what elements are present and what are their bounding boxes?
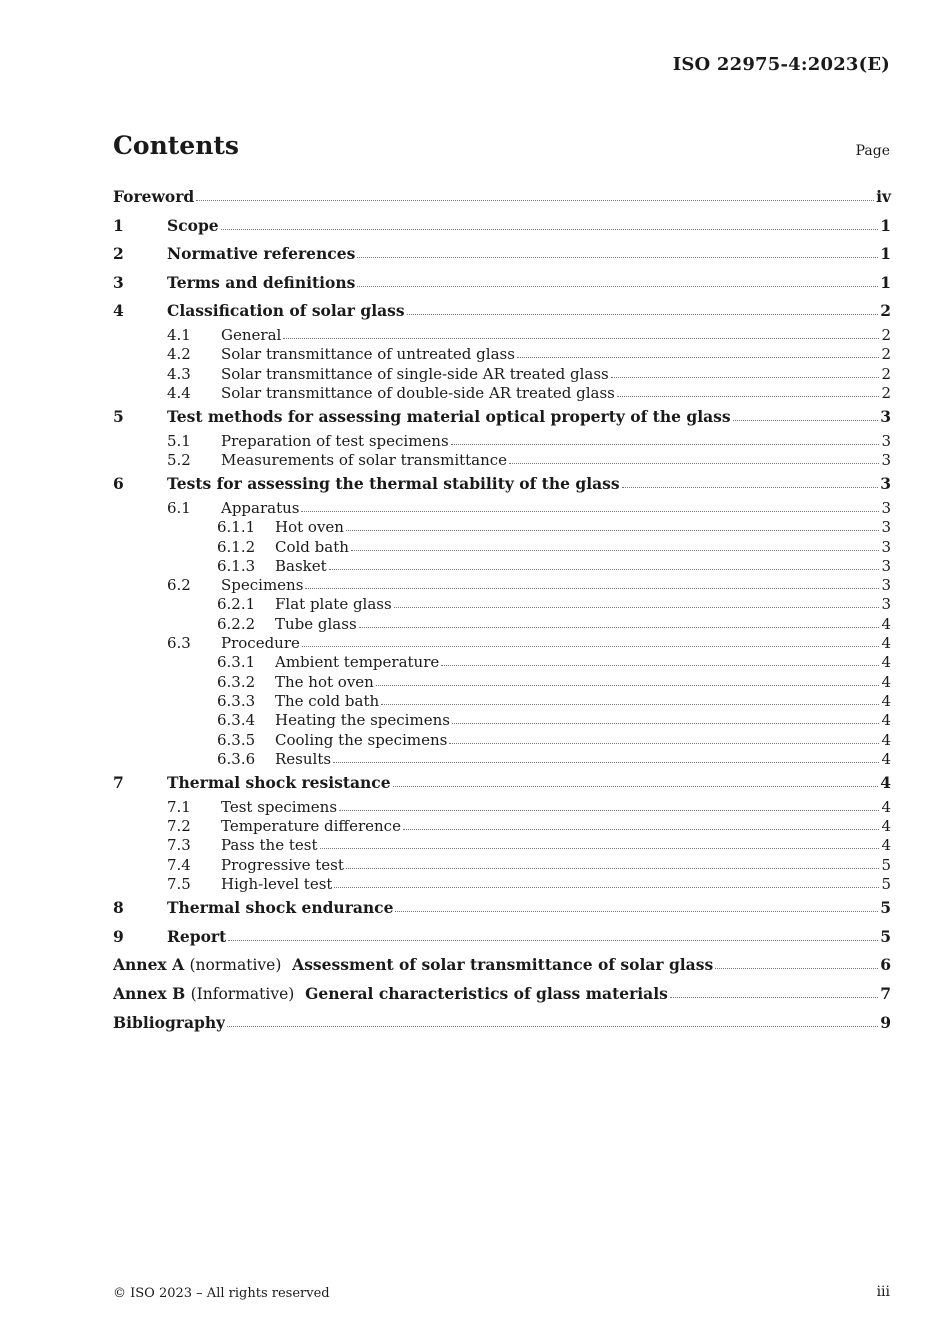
toc-entry-number: 7.1 xyxy=(167,797,191,816)
toc-entry-number: 5 xyxy=(113,407,124,427)
toc-entry-number: 7.2 xyxy=(167,816,191,835)
toc-entry-number: 6.2.1 xyxy=(217,595,256,614)
toc-entry-title: Measurements of solar transmittance xyxy=(221,451,508,470)
dot-leader xyxy=(452,718,879,724)
dot-leader xyxy=(221,224,879,230)
toc-entry-page: 3 xyxy=(881,556,891,575)
toc-entry[interactable] xyxy=(113,403,891,432)
toc-entry-title: The hot oven xyxy=(275,672,374,691)
dot-leader xyxy=(329,564,879,570)
toc-entry-number: 6.3.2 xyxy=(217,672,256,691)
toc-entry-page: 5 xyxy=(880,898,891,918)
toc-entry-title: Test specimens xyxy=(221,797,338,816)
annex-title: General characteristics of glass materials xyxy=(305,983,668,1003)
toc-entry-page: 4 xyxy=(881,691,891,710)
toc-entry-title: Tests for assessing the thermal stability of the glass xyxy=(167,474,620,494)
dot-leader xyxy=(449,738,879,744)
toc-entry-number: 4.4 xyxy=(167,383,191,402)
toc-entry-page: 5 xyxy=(880,926,891,946)
toc-entry[interactable] xyxy=(113,576,891,595)
toc-entry[interactable] xyxy=(113,557,891,576)
dot-leader xyxy=(407,309,879,315)
toc-entry-title: Solar transmittance of untreated glass xyxy=(221,345,515,364)
dot-leader xyxy=(715,963,878,969)
toc-entry-number: 6.1.3 xyxy=(217,556,256,575)
toc-entry-number: 6.3 xyxy=(167,634,191,653)
dot-leader xyxy=(357,281,878,287)
toc-entry-number: 7.5 xyxy=(167,874,191,893)
toc-entry-page: 2 xyxy=(881,345,891,364)
toc-entry[interactable] xyxy=(113,451,891,470)
toc-entry[interactable] xyxy=(113,980,891,1009)
toc-entry-number: 6.2.2 xyxy=(217,614,256,633)
dot-leader xyxy=(733,415,879,421)
toc-entry[interactable] xyxy=(113,212,891,241)
toc-entry-number: 4.3 xyxy=(167,364,191,383)
annex-kind: (Informative) xyxy=(190,984,295,1003)
table-of-contents xyxy=(113,183,891,1037)
toc-entry-title: Procedure xyxy=(221,634,300,653)
toc-entry-page: 4 xyxy=(881,653,891,672)
toc-entry-number: 3 xyxy=(113,272,124,292)
annex-label: Annex B xyxy=(113,983,186,1003)
toc-entry[interactable] xyxy=(113,345,891,364)
toc-entry-number: 1 xyxy=(113,215,124,235)
dot-leader xyxy=(376,680,879,686)
toc-entry[interactable] xyxy=(113,856,891,875)
dot-leader xyxy=(357,252,878,258)
dot-leader xyxy=(227,1021,878,1027)
dot-leader xyxy=(351,545,879,551)
toc-entry-title: Solar transmittance of double-side AR treated glass xyxy=(221,383,615,402)
toc-entry-page: 1 xyxy=(880,215,891,235)
toc-entry[interactable] xyxy=(113,951,891,980)
toc-entry-title: Preparation of test specimens xyxy=(221,431,449,450)
toc-entry[interactable] xyxy=(113,750,891,769)
toc-entry[interactable] xyxy=(113,769,891,798)
toc-entry[interactable] xyxy=(113,692,891,711)
toc-entry[interactable] xyxy=(113,499,891,518)
toc-entry-title: Specimens xyxy=(221,576,304,595)
toc-entry-page: 4 xyxy=(881,730,891,749)
toc-entry[interactable] xyxy=(113,1009,891,1038)
toc-entry-number: 6.2 xyxy=(167,576,191,595)
dot-leader xyxy=(228,935,878,941)
toc-entry-number: 6.3.4 xyxy=(217,711,256,730)
toc-entry-page: 3 xyxy=(881,451,891,470)
toc-entry-number: 7 xyxy=(113,773,124,793)
dot-leader xyxy=(334,882,879,888)
toc-entry[interactable] xyxy=(113,365,891,384)
toc-entry[interactable] xyxy=(113,673,891,692)
toc-entry-number: 4.2 xyxy=(167,345,191,364)
toc-entry[interactable] xyxy=(113,817,891,836)
toc-entry[interactable] xyxy=(113,634,891,653)
toc-entry-page: 4 xyxy=(881,749,891,768)
toc-entry-number: 5.2 xyxy=(167,451,191,470)
dot-leader xyxy=(670,992,878,998)
toc-entry[interactable] xyxy=(113,731,891,750)
toc-entry-title: Thermal shock endurance xyxy=(167,898,394,918)
toc-entry-page: iv xyxy=(876,187,891,206)
toc-entry-page: 4 xyxy=(881,614,891,633)
toc-entry-page: 5 xyxy=(881,874,891,893)
dot-leader xyxy=(346,863,879,869)
toc-entry-title xyxy=(113,951,713,980)
toc-entry-number: 8 xyxy=(113,898,124,918)
dot-leader xyxy=(617,391,879,397)
toc-entry-title: Thermal shock resistance xyxy=(167,773,391,793)
toc-entry[interactable] xyxy=(113,538,891,557)
dot-leader xyxy=(339,805,879,811)
toc-entry-number: 6.1.1 xyxy=(217,518,256,537)
toc-entry-title: Cooling the specimens xyxy=(275,730,448,749)
toc-entry[interactable] xyxy=(113,297,891,326)
toc-entry-page: 3 xyxy=(881,431,891,450)
toc-entry-title: Ambient temperature xyxy=(275,653,440,672)
toc-entry-title: Heating the specimens xyxy=(275,711,450,730)
dot-leader xyxy=(333,757,879,763)
toc-entry-title: Hot oven xyxy=(275,518,344,537)
dot-leader xyxy=(320,843,880,849)
toc-entry[interactable] xyxy=(113,240,891,269)
toc-entry-page: 4 xyxy=(881,672,891,691)
toc-entry-title: Report xyxy=(167,926,227,946)
dot-leader xyxy=(403,824,879,830)
toc-entry-title: Scope xyxy=(167,215,219,235)
toc-entry-page: 4 xyxy=(881,797,891,816)
toc-entry-number: 6.3.5 xyxy=(217,730,256,749)
toc-entry-page: 4 xyxy=(881,711,891,730)
document-id: ISO 22975-4:2023(E) xyxy=(672,54,890,75)
toc-entry-title: Cold bath xyxy=(275,537,349,556)
dot-leader xyxy=(394,602,879,608)
annex-kind: (normative) xyxy=(189,956,282,975)
toc-entry[interactable] xyxy=(113,711,891,730)
footer-page-number: iii xyxy=(876,1284,890,1300)
toc-entry-page: 3 xyxy=(881,537,891,556)
toc-entry[interactable] xyxy=(113,595,891,614)
toc-entry[interactable] xyxy=(113,923,891,952)
toc-entry-page: 2 xyxy=(881,364,891,383)
toc-entry-page: 6 xyxy=(880,955,891,975)
dot-leader xyxy=(517,352,879,358)
toc-entry-number: 4.1 xyxy=(167,325,191,344)
toc-entry-number: 2 xyxy=(113,244,124,264)
toc-entry-title: Results xyxy=(275,749,332,768)
dot-leader xyxy=(359,622,879,628)
toc-entry-page: 3 xyxy=(881,576,891,595)
toc-entry-title: Flat plate glass xyxy=(275,595,392,614)
toc-entry-number: 5.1 xyxy=(167,431,191,450)
dot-leader xyxy=(441,660,879,666)
toc-entry-title: High-level test xyxy=(221,874,333,893)
toc-entry-page: 9 xyxy=(880,1012,891,1032)
toc-entry-page: 2 xyxy=(881,325,891,344)
toc-entry[interactable] xyxy=(113,836,891,855)
toc-entry-number: 7.3 xyxy=(167,836,191,855)
toc-entry-title: Foreword xyxy=(113,187,195,206)
toc-entry[interactable] xyxy=(113,470,891,499)
toc-entry-title: Progressive test xyxy=(221,855,344,874)
toc-entry[interactable] xyxy=(113,384,891,403)
toc-entry-title: Bibliography xyxy=(113,1012,226,1032)
toc-entry-page: 4 xyxy=(880,773,891,793)
dot-leader xyxy=(622,482,879,488)
toc-entry-title: Temperature difference xyxy=(221,816,401,835)
toc-entry-number: 6.3.1 xyxy=(217,653,256,672)
toc-entry-title: Apparatus xyxy=(221,498,300,517)
toc-entry-title: Tube glass xyxy=(275,614,357,633)
dot-leader xyxy=(393,781,879,787)
dot-leader xyxy=(509,458,879,464)
toc-entry-page: 5 xyxy=(881,855,891,874)
page-title: Contents xyxy=(113,131,240,160)
toc-entry[interactable] xyxy=(113,432,891,451)
dot-leader xyxy=(301,506,879,512)
toc-entry-page: 2 xyxy=(880,301,891,321)
dot-leader xyxy=(451,439,879,445)
toc-entry-title: Test methods for assessing material optical property of the glass xyxy=(167,407,731,427)
toc-entry-title: Pass the test xyxy=(221,836,318,855)
toc-entry-page: 3 xyxy=(880,474,891,494)
annex-label: Annex A xyxy=(113,955,185,975)
toc-entry-number: 6 xyxy=(113,474,124,494)
toc-entry-page: 4 xyxy=(881,816,891,835)
dot-leader xyxy=(346,525,879,531)
toc-entry-title: General xyxy=(221,325,282,344)
toc-entry-title: The cold bath xyxy=(275,691,380,710)
toc-entry-page: 7 xyxy=(880,983,891,1003)
toc-entry[interactable] xyxy=(113,798,891,817)
toc-entry-title: Classification of solar glass xyxy=(167,301,405,321)
copyright-notice: © ISO 2023 – All rights reserved xyxy=(113,1286,330,1301)
toc-entry-page: 4 xyxy=(881,634,891,653)
dot-leader xyxy=(381,699,879,705)
dot-leader xyxy=(283,333,879,339)
toc-entry-number: 6.1 xyxy=(167,498,191,517)
toc-entry-number: 7.4 xyxy=(167,855,191,874)
toc-entry-page: 3 xyxy=(881,595,891,614)
annex-title: Assessment of solar transmittance of solar glass xyxy=(292,955,714,975)
toc-entry-title: Normative references xyxy=(167,244,356,264)
dot-leader xyxy=(305,583,879,589)
dot-leader xyxy=(302,641,879,647)
toc-entry-page: 3 xyxy=(881,498,891,517)
toc-entry-title: Basket xyxy=(275,556,327,575)
toc-entry-page: 4 xyxy=(881,836,891,855)
toc-entry-number: 6.3.3 xyxy=(217,691,256,710)
page-column-label: Page xyxy=(855,143,890,159)
toc-entry-number: 6.3.6 xyxy=(217,749,256,768)
toc-entry[interactable] xyxy=(113,518,891,537)
toc-entry-title xyxy=(113,980,668,1009)
toc-entry-number: 6.1.2 xyxy=(217,537,256,556)
toc-entry[interactable] xyxy=(113,326,891,345)
toc-entry[interactable] xyxy=(113,183,891,212)
toc-entry[interactable] xyxy=(113,894,891,923)
toc-entry-number: 4 xyxy=(113,301,124,321)
toc-entry-page: 2 xyxy=(881,383,891,402)
toc-entry[interactable] xyxy=(113,269,891,298)
toc-entry-page: 3 xyxy=(880,407,891,427)
toc-entry[interactable] xyxy=(113,875,891,894)
toc-entry-page: 1 xyxy=(880,272,891,292)
toc-entry-number: 9 xyxy=(113,926,124,946)
dot-leader xyxy=(611,372,879,378)
toc-entry[interactable] xyxy=(113,653,891,672)
toc-entry[interactable] xyxy=(113,615,891,634)
toc-entry-page: 3 xyxy=(881,518,891,537)
dot-leader xyxy=(395,906,878,912)
toc-entry-title: Solar transmittance of single-side AR treated glass xyxy=(221,364,609,383)
dot-leader xyxy=(196,195,874,201)
toc-entry-page: 1 xyxy=(880,244,891,264)
toc-entry-title: Terms and definitions xyxy=(167,272,356,292)
